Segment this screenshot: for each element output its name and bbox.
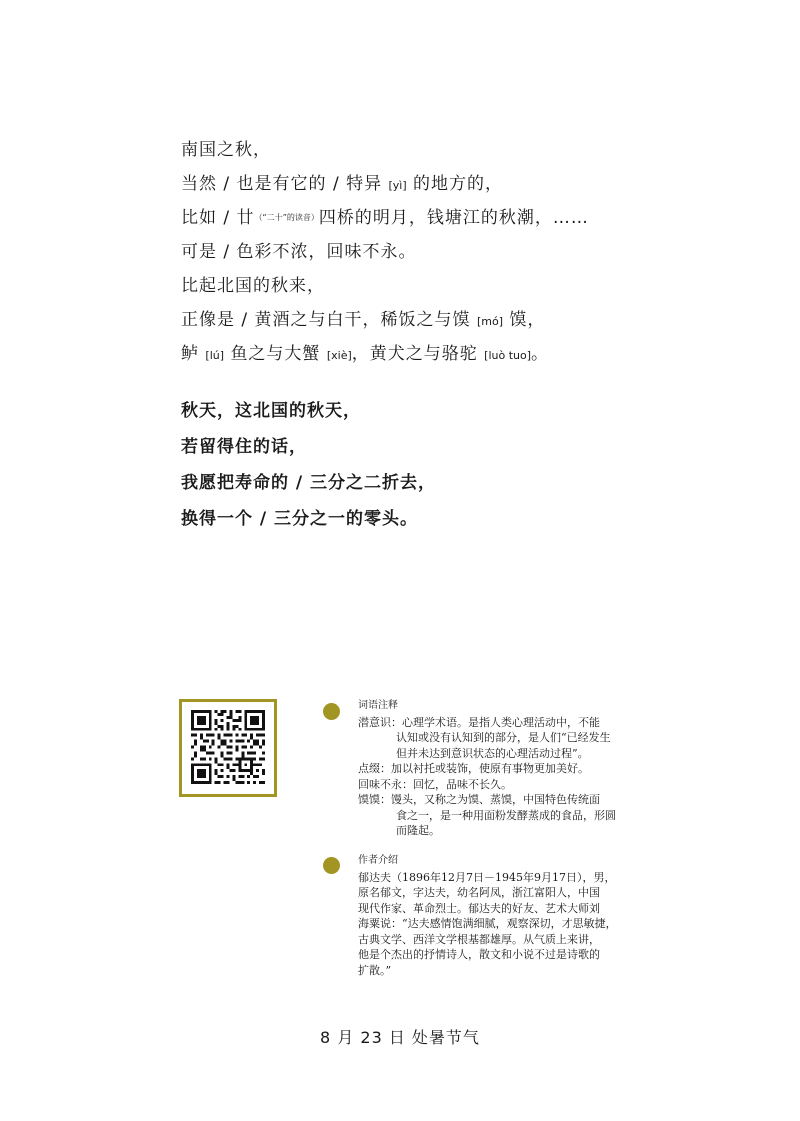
glossary-entry: 潜意识：心理学术语。是指人类心理活动中，不能 <box>358 715 600 729</box>
date-footer: 8 月 23 日 处暑节气 <box>320 1028 480 1047</box>
glossary-entry: 食之一，是一种用面粉发酵蒸成的食品，形圆 <box>396 808 616 822</box>
glossary-entry: 而隆起。 <box>396 824 440 837</box>
verse-line: 我愿把寿命的 / 三分之二折去， <box>181 473 437 493</box>
verse-line: 换得一个 / 三分之一的零头。 <box>181 509 419 529</box>
author-title: 作者介绍 <box>358 855 398 866</box>
poem-line <box>181 167 701 201</box>
poem-line <box>181 269 701 303</box>
author-line: 他是个杰出的抒情诗人，散文和小说不过是诗歌的 <box>358 948 600 961</box>
text: 当然 / 也是有它的 / 特异 <box>181 174 383 194</box>
text: 比如 / 廿 <box>181 208 255 228</box>
pinyin: [mó] <box>476 315 503 328</box>
author-line: 现代作家、革命烈士。郁达夫的好友、艺术大师刘 <box>358 901 600 915</box>
pinyin: [luò tuo] <box>484 349 532 362</box>
text: 四桥的明月，钱塘江的秋潮，…… <box>318 208 589 228</box>
text: 比起北国的秋来， <box>181 276 325 296</box>
dot-icon <box>323 703 340 720</box>
poem-line <box>181 133 701 167</box>
glossary-entry: 馍馍：馒头，又称之为馍、蒸馍，中国特色传统面 <box>358 793 600 806</box>
glossary-entry: 认知或没有认知到的部分，是人们“已经发生 <box>396 731 611 744</box>
highlight-verse <box>181 393 701 537</box>
glossary-entry: 回味不永：回忆，品味不长久。 <box>358 777 512 791</box>
pinyin: [xiè] <box>326 349 352 362</box>
text: 鱼之与大蟹 <box>230 344 321 364</box>
author-line: 原名郁文，字达夫，幼名阿凤，浙江富阳人，中国 <box>358 886 600 899</box>
reading-note: （“二十”的读音） <box>254 213 319 222</box>
glossary-section <box>358 698 678 839</box>
qr-code-icon <box>191 710 265 784</box>
text: 的地方的， <box>413 174 504 194</box>
text: 鲈 <box>181 344 199 364</box>
text: 。 <box>531 344 550 364</box>
author-section <box>358 853 678 978</box>
author-line: 古典文学、西洋文学根基都雄厚。从气质上来讲， <box>358 932 600 946</box>
text: 南国之秋， <box>181 140 271 160</box>
dot-icon <box>323 857 340 874</box>
text: 正像是 / 黄酒之与白干，稀饭之与馍 <box>181 310 471 330</box>
poem-line <box>181 201 701 235</box>
poem-line <box>181 303 701 337</box>
author-line: 郁达夫（1896年12月7日－1945年9月17日），男， <box>358 870 616 884</box>
poem-excerpt <box>181 133 701 371</box>
glossary-entry: 但并未达到意识状态的心理活动过程”。 <box>396 746 589 760</box>
pinyin: [lú] <box>205 349 225 362</box>
glossary-title: 词语注释 <box>358 700 398 711</box>
author-line: 扩散。” <box>358 963 392 977</box>
text: 可是 / 色彩不浓，回味不永。 <box>181 242 417 262</box>
glossary-entry: 点缀：加以衬托或装饰，使原有事物更加美好。 <box>358 762 589 775</box>
poem-line <box>181 235 701 269</box>
verse-line: 若留得住的话， <box>181 437 307 457</box>
poem-line <box>181 337 701 371</box>
text: ，黄犬之与骆驼 <box>351 344 478 364</box>
author-line: 海粟说：“达夫感情饱满细腻，观察深切，才思敏捷， <box>358 917 617 930</box>
text: 馍， <box>509 310 546 330</box>
qr-code[interactable] <box>179 699 277 797</box>
verse-line: 秋天，这北国的秋天， <box>181 401 361 421</box>
pinyin: [yì] <box>388 179 407 192</box>
